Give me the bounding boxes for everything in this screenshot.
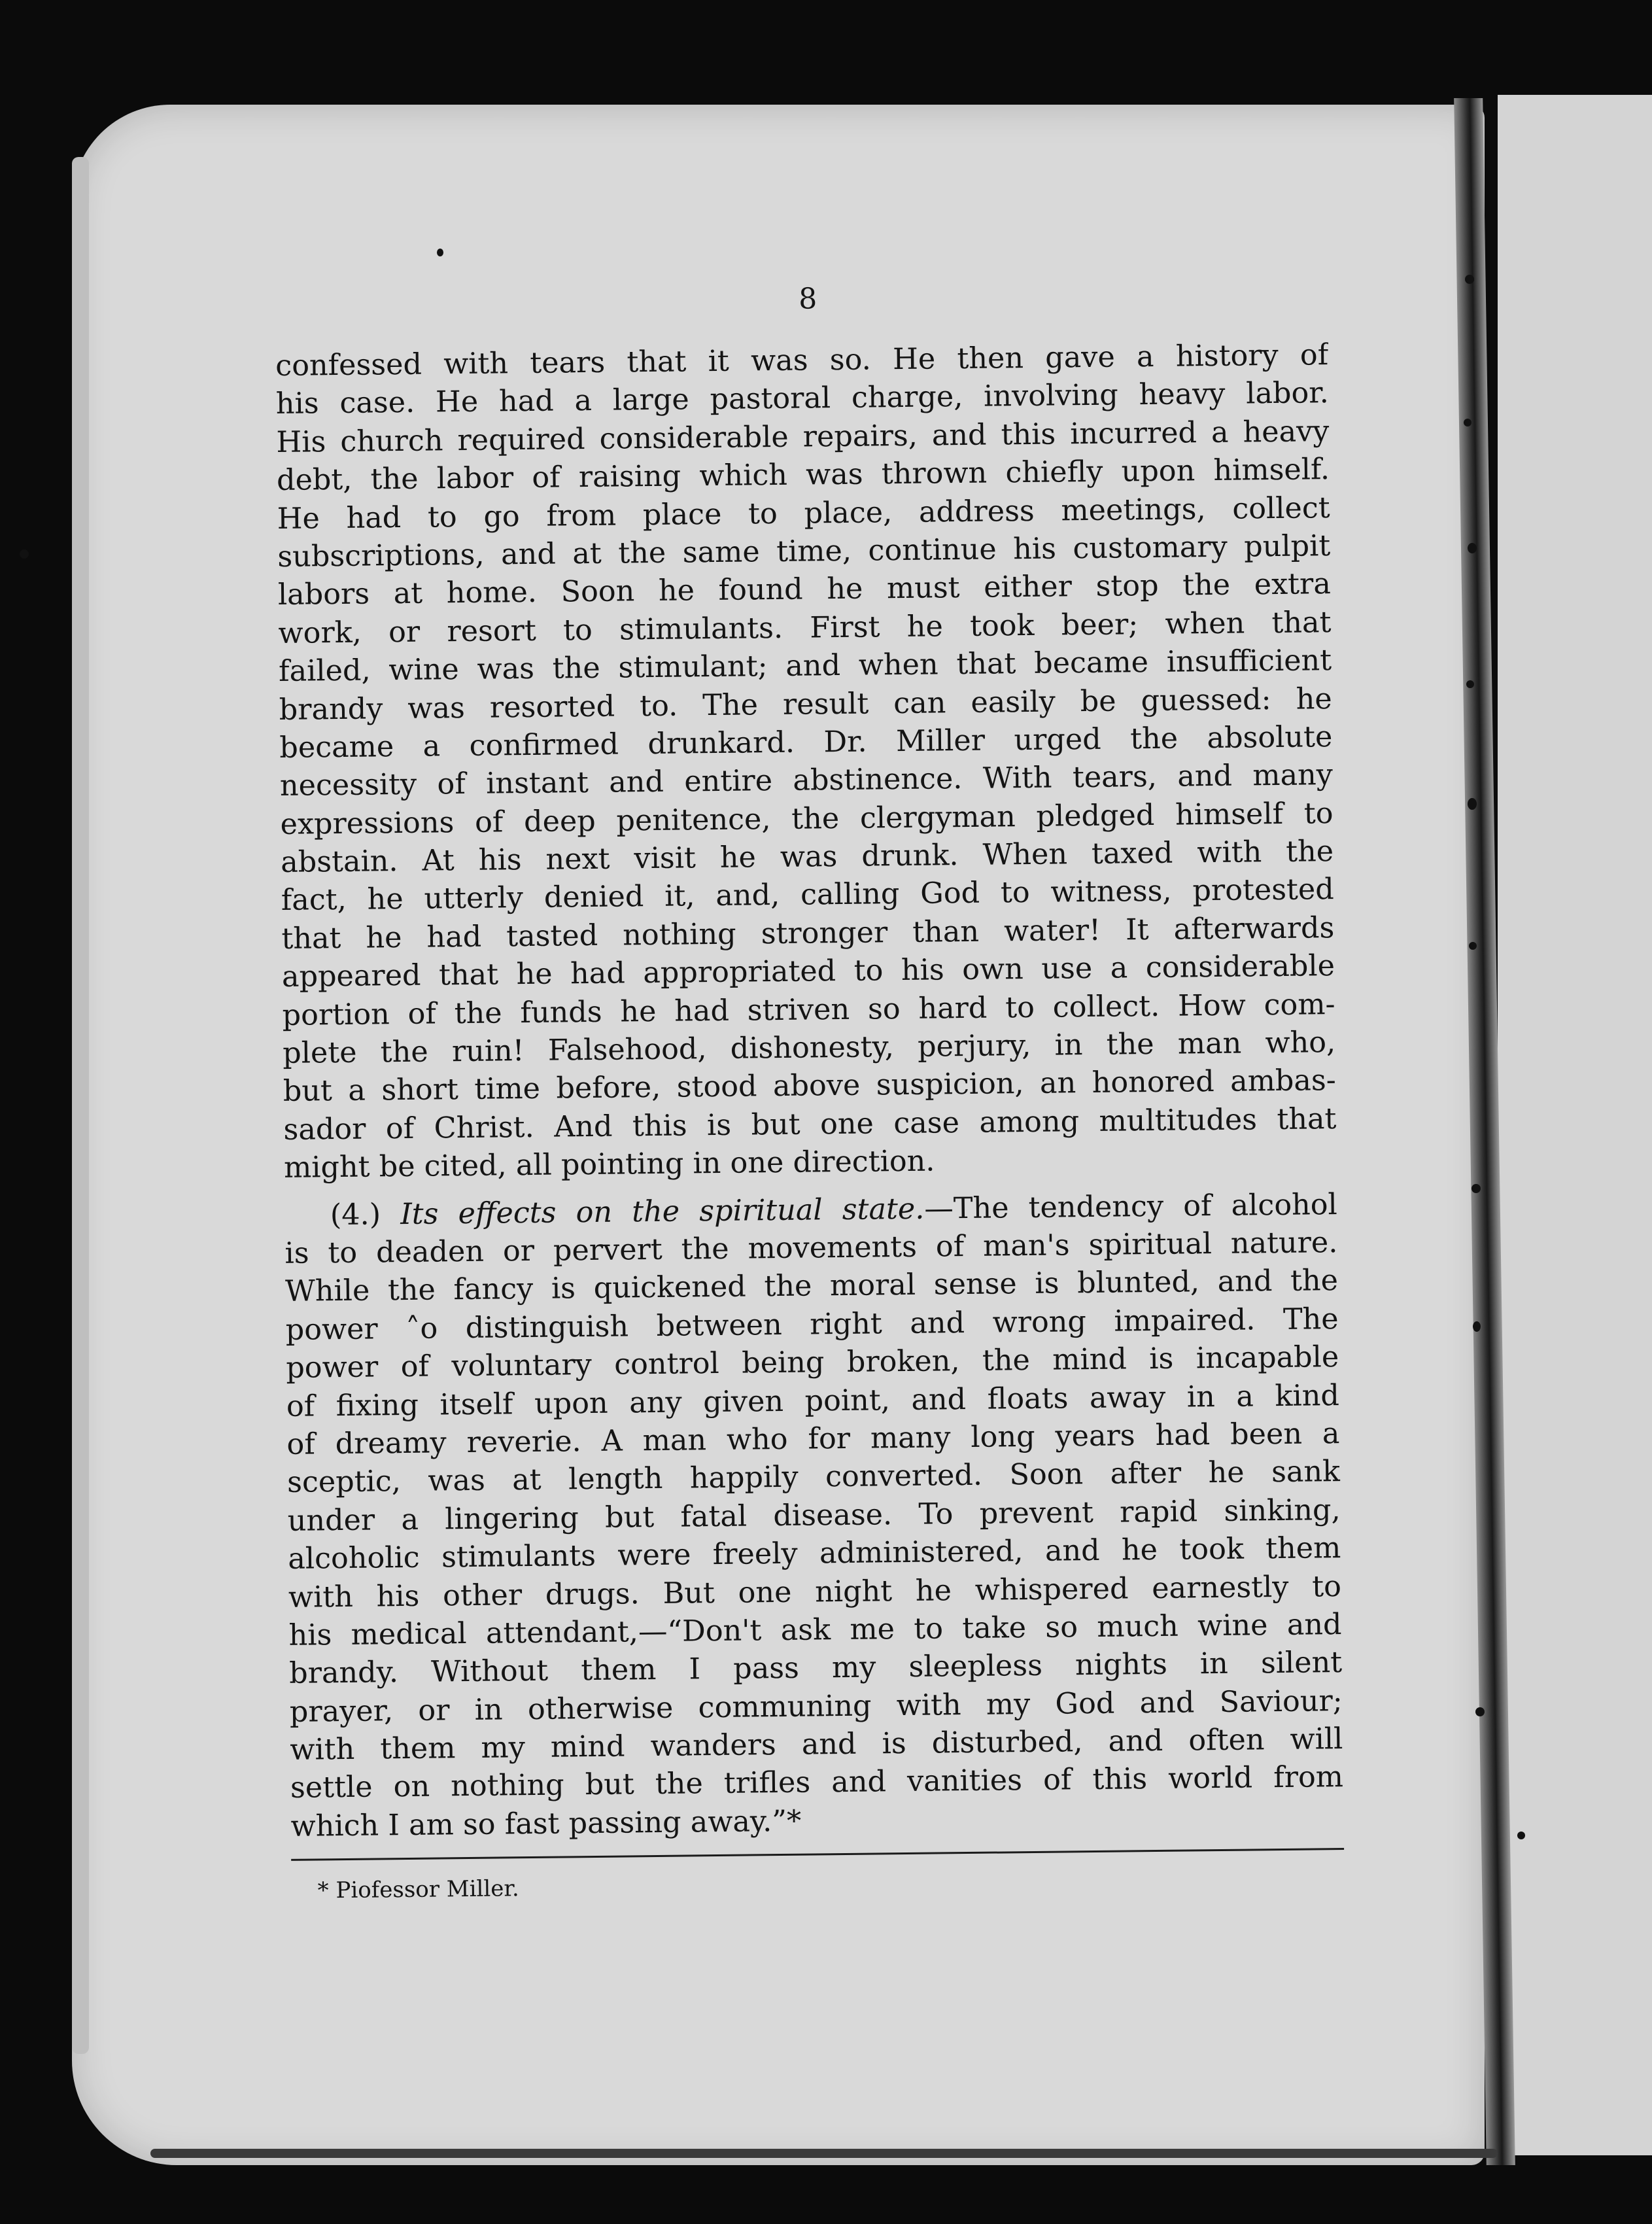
stitch-mark [1465,275,1474,284]
facing-page-edge [1498,95,1652,2155]
text-line: might be cited, all pointing in one direction. [283,1144,935,1185]
text-line: brandy. Without them I pass my sleepless nights in silent [288,1646,1343,1691]
footnote-rule [291,1848,1344,1861]
stitch-mark [1468,798,1477,810]
stitch-mark [1471,1184,1481,1193]
text-line: plete the ruin! Falsehood, dishonesty, perjury, in the man who, [282,1026,1336,1070]
stitch-mark [1475,1707,1485,1716]
text-line: necessity of instant and entire abstinence. With tears, and many [279,758,1334,803]
text-line: with his other drugs. But one night he whispered earnestly to [288,1569,1342,1614]
text-line: fact, he utterly denied it, and, calling God to witness, protested [281,873,1334,918]
text-line: brandy was resorted to. The result can easily be guessed: he [279,682,1332,727]
text-line: subscriptions, and at the same time, continue his customary pulpit [277,529,1331,574]
text-line: power ˄o distinguish between right and wrong impaired. The [285,1302,1339,1347]
text-line: which I am so fast passing away.”* [290,1804,802,1843]
section-heading: Its effects on the spiritual state. [400,1192,925,1231]
text-line: power of voluntary control being broken, the mind is incapable [286,1340,1339,1385]
text-line: with them my mind wanders and is disturbed, and often will [290,1722,1343,1767]
section-number: (4.) [330,1197,381,1232]
text-line: work, or resort to stimulants. First he took beer; when that [278,605,1332,650]
text-line: of fixing itself upon any given point, and floats away in a kind [286,1378,1340,1423]
text-line: became a confirmed drunkard. Dr. Miller urged the absolute [279,720,1333,765]
text-line: alcoholic stimulants were freely administered, and he took them [288,1531,1341,1576]
text-line: of dreamy reverie. A man who for many long years had been a [286,1416,1340,1461]
footnote: * Piofessor Miller. [317,1875,519,1904]
page-number: 8 [798,282,817,316]
stitch-mark [437,249,443,256]
text-line: his medical attendant,—“Don't ask me to take so much wine and [288,1607,1342,1652]
text-line: labors at home. Soon he found he must either stop the extra [277,567,1332,612]
stitch-mark [1517,1832,1525,1839]
text-line: debt, the labor of raising which was thrown chiefly upon himself. [276,453,1330,498]
text-run: —The tendency of alcohol [924,1187,1338,1226]
text-line: but a short time before, stood above suspicion, an honored ambas- [283,1064,1337,1109]
page-left-edge [72,157,89,2054]
text-line: prayer, or in otherwise communing with my God and Saviour; [289,1684,1343,1729]
stitch-mark [1466,680,1474,688]
text-line: is to deaden or pervert the movements of man's spiritual nature. [284,1226,1338,1270]
paragraph-case-history [275,336,1337,1187]
text-line: settle on nothing but the trifles and vanities of this world from [290,1760,1344,1805]
text-line: his case. He had a large pastoral charge, involving heavy labor. [275,376,1330,421]
stitch-mark [1473,1321,1481,1332]
text-line: expressions of deep penitence, the clergyman pledged himself to [280,796,1334,841]
text-line: failed, wine was the stimulant; and when that became insufficient [278,644,1332,689]
text-line: His church required considerable repairs, and this incurred a heavy [276,414,1330,459]
text-line: abstain. At his next visit he was drunk. When taxed with the [280,835,1334,880]
text-line: While the fancy is quickened the moral sense is blunted, and the [284,1264,1339,1309]
stitch-mark [20,549,29,559]
text-line: confessed with tears that it was so. He then gave a history of [275,338,1329,383]
text-line: under a lingering but fatal disease. To prevent rapid sinking, [287,1493,1341,1538]
text-line: sador of Christ. And this is but one case among multitudes that [283,1102,1337,1147]
page-bottom-edge [150,2149,1498,2158]
text-line: that he had tasted nothing stronger than water! It afterwards [281,911,1335,956]
page-text [275,277,1345,1904]
stitch-mark [1469,942,1477,950]
stitch-mark [1464,419,1471,426]
text-line: sceptic, was at length happily converted. Soon after he sank [286,1455,1341,1500]
text-line: appeared that he had appropriated to his own use a considerable [281,949,1335,994]
stitch-mark [1468,543,1477,553]
paragraph-spiritual-state [284,1186,1344,1846]
text-line: portion of the funds he had striven so hard to collect. How com- [282,987,1335,1032]
text-line: He had to go from place to place, address meetings, collect [277,491,1330,536]
